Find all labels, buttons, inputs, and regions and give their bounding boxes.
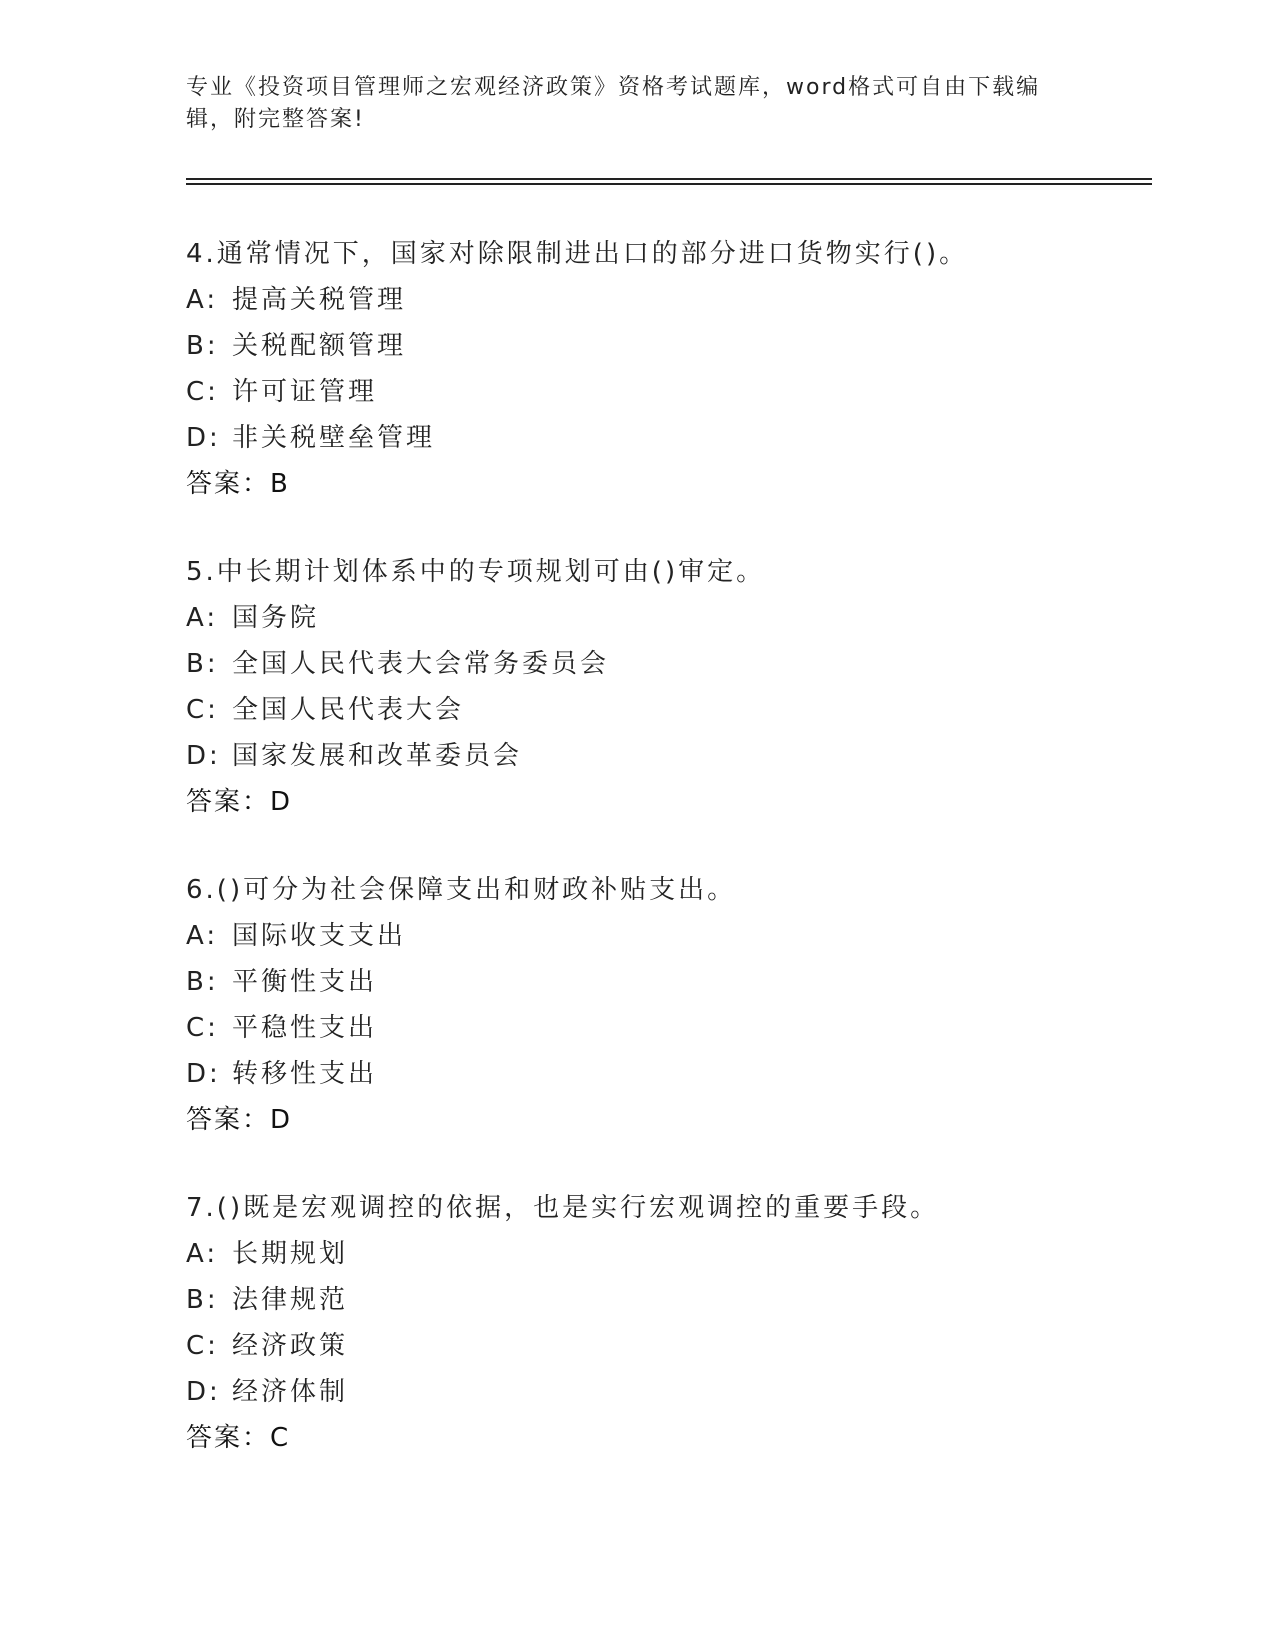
option-key: B: xyxy=(186,1285,219,1315)
option-key: A: xyxy=(186,921,219,951)
answer-line xyxy=(186,461,1146,507)
option-d xyxy=(186,733,1146,779)
question-text: 5.中长期计划体系中的专项规划可由()审定。 xyxy=(186,557,766,587)
option-b xyxy=(186,1277,1146,1323)
option-text: 许可证管理 xyxy=(232,377,378,407)
question-block xyxy=(186,549,1146,825)
option-key: A: xyxy=(186,1239,219,1269)
option-text: 国际收支支出 xyxy=(232,921,407,951)
question-text: 6.()可分为社会保障支出和财政补贴支出。 xyxy=(186,875,737,905)
option-key: A: xyxy=(186,285,219,315)
answer-label: 答案： xyxy=(186,1105,271,1135)
option-a xyxy=(186,913,1146,959)
option-text: 非关税壁垒管理 xyxy=(232,423,436,453)
option-key: D: xyxy=(186,1377,221,1407)
option-b xyxy=(186,959,1146,1005)
header-divider-bottom xyxy=(186,183,1152,185)
answer-line xyxy=(186,779,1146,825)
option-d xyxy=(186,1051,1146,1097)
question-block xyxy=(186,1185,1146,1461)
option-key: B: xyxy=(186,649,219,679)
option-text: 全国人民代表大会常务委员会 xyxy=(232,649,610,679)
option-a xyxy=(186,595,1146,641)
question-text: 4.通常情况下，国家对除限制进出口的部分进口货物实行()。 xyxy=(186,239,969,269)
option-key: C: xyxy=(186,1331,219,1361)
option-d xyxy=(186,1369,1146,1415)
header-line-1: 专业《投资项目管理师之宏观经济政策》资格考试题库，word格式可自由下载编 xyxy=(186,75,1041,100)
option-key: C: xyxy=(186,695,219,725)
option-key: C: xyxy=(186,1013,219,1043)
option-key: D: xyxy=(186,1059,221,1089)
option-c xyxy=(186,1323,1146,1369)
document-header xyxy=(186,72,1086,136)
answer-label: 答案： xyxy=(186,1423,271,1453)
option-key: D: xyxy=(186,741,221,771)
option-text: 关税配额管理 xyxy=(232,331,407,361)
answer-label: 答案： xyxy=(186,787,271,817)
option-text: 经济政策 xyxy=(232,1331,349,1361)
question-text: 7.()既是宏观调控的依据，也是实行宏观调控的重要手段。 xyxy=(186,1193,940,1223)
option-c xyxy=(186,369,1146,415)
header-line-2: 辑，附完整答案! xyxy=(186,107,365,132)
option-key: B: xyxy=(186,331,219,361)
option-c xyxy=(186,687,1146,733)
answer-value: C xyxy=(270,1423,289,1453)
option-a xyxy=(186,277,1146,323)
question-block xyxy=(186,867,1146,1143)
option-d xyxy=(186,415,1146,461)
option-text: 提高关税管理 xyxy=(232,285,407,315)
option-key: A: xyxy=(186,603,219,633)
answer-value: B xyxy=(270,469,288,499)
option-text: 国家发展和改革委员会 xyxy=(232,741,523,771)
answer-value: D xyxy=(270,1105,291,1135)
option-a xyxy=(186,1231,1146,1277)
option-key: C: xyxy=(186,377,219,407)
option-text: 转移性支出 xyxy=(232,1059,378,1089)
option-text: 国务院 xyxy=(232,603,320,633)
option-text: 长期规划 xyxy=(232,1239,349,1269)
option-text: 法律规范 xyxy=(232,1285,349,1315)
header-divider-top xyxy=(186,178,1152,180)
option-text: 经济体制 xyxy=(232,1377,349,1407)
option-text: 平衡性支出 xyxy=(232,967,378,997)
answer-label: 答案： xyxy=(186,469,271,499)
option-key: D: xyxy=(186,423,221,453)
question-block xyxy=(186,231,1146,507)
option-b xyxy=(186,323,1146,369)
answer-line xyxy=(186,1097,1146,1143)
option-b xyxy=(186,641,1146,687)
answer-value: D xyxy=(270,787,291,817)
option-text: 平稳性支出 xyxy=(232,1013,378,1043)
option-key: B: xyxy=(186,967,219,997)
option-text: 全国人民代表大会 xyxy=(232,695,465,725)
answer-line xyxy=(186,1415,1146,1461)
option-c xyxy=(186,1005,1146,1051)
